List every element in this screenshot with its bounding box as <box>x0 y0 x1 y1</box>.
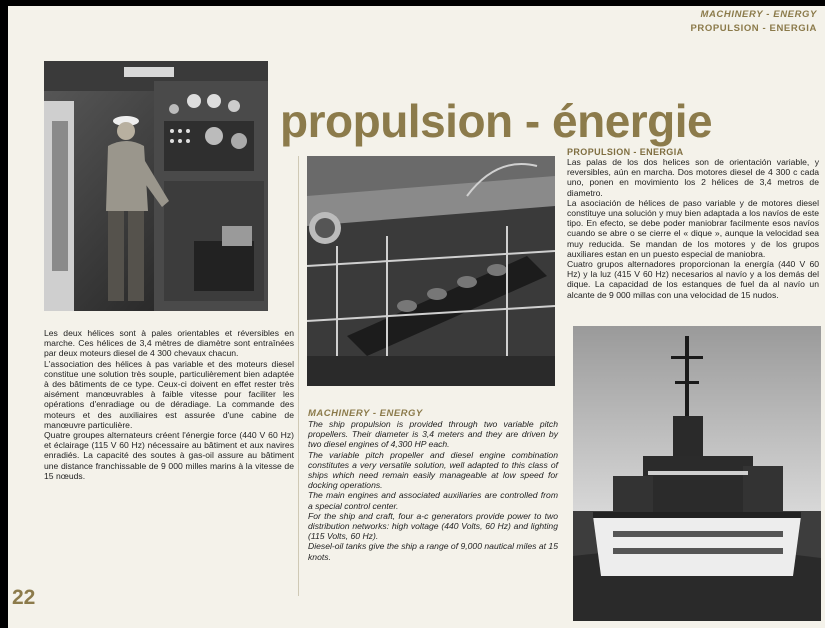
column-divider <box>298 156 299 596</box>
header-line-1: MACHINERY - ENERGY <box>700 9 817 20</box>
english-paragraph: The ship propulsion is provided through two variable pitch propellers. Their diameter is 3,4 meters and they are driven by two diesel engines of 4,300 HP each. <box>308 419 558 450</box>
english-paragraph: The variable pitch propeller and diesel engine combination constitutes a very versatile solution, well adapted to this class of ships which need remain easily manageable at low speed for docking operations. <box>308 449 558 491</box>
spanish-paragraph: La asociación de hélices de paso variable y de motores diesel constituye una solución y muy bien adaptada a los navíos de este tipo. En efecto, se debe poder maniobrar facilmente esos navíos cuando se abre o se cierre el « dique », aunque la velocidad sea muy reducida. Se mandan de los motores y de los grupos auxiliares estan en un puesto especial de maniobra. <box>567 197 819 259</box>
page-number: 22 <box>12 586 36 609</box>
english-paragraph: Diesel-oil tanks give the ship a range of 9,000 nautical miles at 15 knots. <box>308 541 558 562</box>
header-line-2: PROPULSION - ENERGIA <box>690 23 817 34</box>
french-text <box>44 328 294 481</box>
document-page <box>8 6 825 628</box>
engine-room-photo <box>307 156 555 386</box>
spanish-heading: PROPULSION - ENERGIA <box>567 147 684 157</box>
ship-photo <box>573 326 821 621</box>
control-room-photo <box>44 61 268 311</box>
running-header <box>690 8 817 36</box>
english-heading: MACHINERY - ENERGY <box>308 408 423 419</box>
french-paragraph: L'association des hélices à pas variable et des moteurs diesel constitue une solution très souple, particulièrement bien adaptée à des bâtiments de ce type. Ceux-ci doivent en effet rester très aisément manœuvrables à faible vitesse pour faciliter les opérations d'enradiage ou de déradiage. La commande des moteurs et des auxiliaires est assurée d'une cabine de manœuvre particulière. <box>44 358 294 430</box>
english-paragraph: The main engines and associated auxiliaries are controlled from a special control center. <box>308 490 558 511</box>
page-title: propulsion - énergie <box>280 95 713 147</box>
french-paragraph: Les deux hélices sont à pales orientables et réversibles en marche. Ces hélices de 3,4 mètres de diamètre sont entraînées par deux moteurs diesel de 4 300 chevaux chacun. <box>44 328 294 359</box>
french-paragraph: Quatre groupes alternateurs créent l'énergie force (440 V 60 Hz) et éclairage (115 V 60 Hz) nécessaire au bâtiment et aux navires enradiés. La capacité des soutes à gas-oil assure au bâtiment une distance franchissable de 9 000 milles marins à la vitesse de 15 nœuds. <box>44 430 294 481</box>
spanish-paragraph: Las palas de los dos helices son de orientación variable, y reversibles, aún en marcha. Dos motores diesel de 4 300 c cada uno, ponen en movimiento los 2 hélices de 3,4 metros de diametro. <box>567 157 819 198</box>
spanish-text <box>567 157 819 300</box>
english-paragraph: For the ship and craft, four a-c generators provide power to two distribution networks: high voltage (440 Volts, 60 Hz) and lighting (115 Volts, 60 Hz). <box>308 510 558 542</box>
english-text <box>308 419 558 562</box>
spanish-paragraph: Cuatro grupos alternadores proporcionan la energía (440 V 60 Hz) y la luz (415 V 60 Hz) necesarios al navío y a los demás del dique. La capacidad de los estanques de fuel da al navío un alcante de 9 000 millas con una velocidad de 15 nudos. <box>567 259 819 300</box>
